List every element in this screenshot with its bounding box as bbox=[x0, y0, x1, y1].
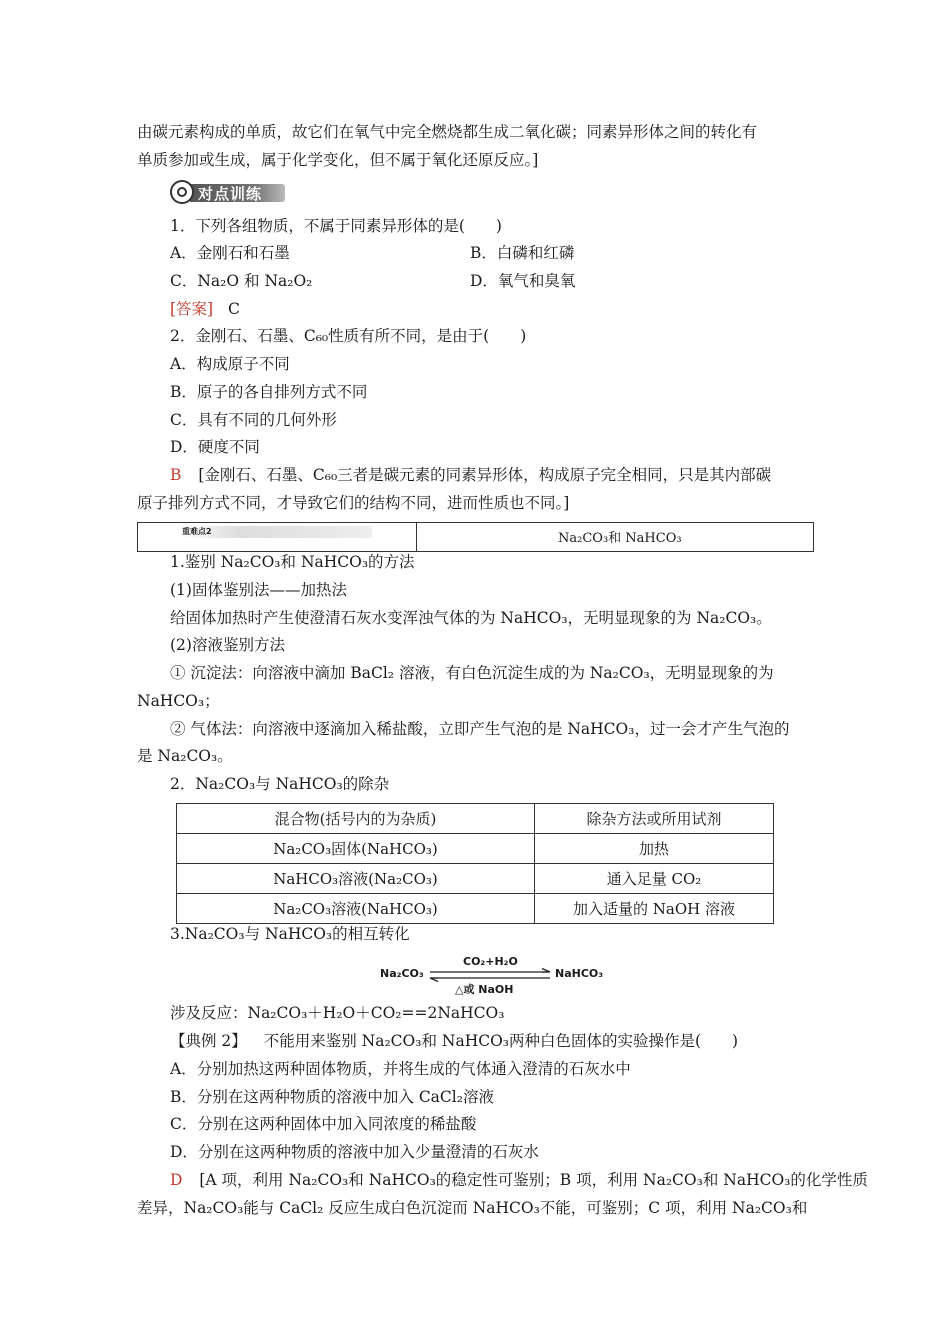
q2-explain-1 bbox=[170, 465, 771, 485]
header-divider bbox=[416, 523, 417, 551]
example2-explain-1 bbox=[170, 1170, 868, 1190]
example2-option-d: D．分别在这两种物质的溶液中加入少量澄清的石灰水 bbox=[170, 1143, 539, 1161]
q1-answer bbox=[170, 299, 240, 319]
example-stem-text: 不能用来鉴别 Na₂CO₃和 NaHCO₃两种白色固体的实验操作是( ) bbox=[263, 1032, 739, 1050]
method1-line-1: ① 沉淀法：向溶液中滴加 BaCl₂ 溶液，有白色沉淀生成的为 Na₂CO₃，无明显现象的为 bbox=[170, 664, 774, 682]
table-cell: NaHCO₃溶液(Na₂CO₃) bbox=[177, 864, 535, 894]
q1-option-b: B．白磷和红磷 bbox=[470, 244, 575, 262]
q2-option-a: A．构成原子不同 bbox=[170, 355, 290, 373]
table-header-cell: 除杂方法或所用试剂 bbox=[535, 804, 774, 834]
table-row bbox=[177, 864, 774, 894]
equation-bottom-condition: △或 NaOH bbox=[455, 983, 514, 996]
q1-option-c: C．Na₂O 和 Na₂O₂ bbox=[170, 272, 313, 290]
removal-table bbox=[176, 803, 774, 924]
badge-label: 对点训练 bbox=[198, 185, 263, 203]
example2-option-b: B．分别在这两种物质的溶液中加入 CaCl₂溶液 bbox=[170, 1088, 494, 1106]
s2-heading: 2．Na₂CO₃与 NaHCO₃的除杂 bbox=[170, 775, 390, 793]
s1a-heading: (1)固体鉴别法——加热法 bbox=[170, 581, 347, 599]
reversible-arrow-icon bbox=[428, 968, 553, 982]
target-icon bbox=[170, 180, 194, 204]
example2-option-a: A．分别加热这两种固体物质，并将生成的气体通入澄清的石灰水中 bbox=[170, 1060, 631, 1078]
q2-option-c: C．具有不同的几何外形 bbox=[170, 411, 337, 429]
section-badge bbox=[170, 180, 285, 206]
method1-line-2: NaHCO₃； bbox=[137, 692, 220, 710]
q2-option-d: D．硬度不同 bbox=[170, 438, 260, 456]
q2-explain-text-1: [金刚石、石墨、C₆₀三者是碳元素的同素异形体，构成原子完全相同，只是其内部碳 bbox=[198, 466, 772, 484]
answer-value: C bbox=[228, 300, 240, 318]
conversion-equation bbox=[380, 955, 610, 995]
key-point-badge: 重难点2 bbox=[182, 526, 372, 538]
example2-explain-2: 差异，Na₂CO₃能与 CaCl₂ 反应生成白色沉淀而 NaHCO₃不能，可鉴别；C 项，利用 Na₂CO₃和 bbox=[137, 1199, 808, 1217]
example2-option-c: C．分别在这两种固体中加入同浓度的稀盐酸 bbox=[170, 1115, 477, 1133]
example2-answer: D bbox=[170, 1171, 183, 1189]
table-cell: Na₂CO₃固体(NaHCO₃) bbox=[177, 834, 535, 864]
q1-option-a: A．金刚石和石墨 bbox=[170, 244, 290, 262]
q1-stem: 1．下列各组物质，不属于同素异形体的是( ) bbox=[170, 217, 502, 235]
s1-heading: 1.鉴别 Na₂CO₃和 NaHCO₃的方法 bbox=[170, 553, 415, 571]
intro-line-2: 单质参加或生成，属于化学变化，但不属于氧化还原反应。] bbox=[137, 151, 539, 169]
intro-line-1: 由碳元素构成的单质，故它们在氧气中完全燃烧都生成二氧化碳；同素异形体之间的转化有 bbox=[137, 123, 758, 141]
table-row bbox=[177, 834, 774, 864]
q2-answer: B bbox=[170, 466, 182, 484]
s1b-heading: (2)溶液鉴别方法 bbox=[170, 636, 285, 654]
key-point-header bbox=[137, 522, 814, 552]
q2-option-b: B．原子的各自排列方式不同 bbox=[170, 383, 368, 401]
equation-right: NaHCO₃ bbox=[555, 967, 604, 980]
table-cell: 加热 bbox=[535, 834, 774, 864]
q2-explain-2: 原子排列方式不同，才导致它们的结构不同，进而性质也不同。] bbox=[137, 494, 570, 512]
s1a-text: 给固体加热时产生使澄清石灰水变浑浊气体的为 NaHCO₃，无明显现象的为 Na₂CO₃。 bbox=[170, 609, 772, 627]
s3-heading: 3.Na₂CO₃与 NaHCO₃的相互转化 bbox=[170, 925, 410, 943]
example-label: 【典例 2】 bbox=[170, 1032, 247, 1050]
table-header-cell: 混合物(括号内的为杂质) bbox=[177, 804, 535, 834]
key-point-title: Na₂CO₃和 NaHCO₃ bbox=[558, 531, 682, 546]
table-cell: 通入足量 CO₂ bbox=[535, 864, 774, 894]
table-cell: 加入适量的 NaOH 溶液 bbox=[535, 894, 774, 924]
method2-line-1: ② 气体法：向溶液中逐滴加入稀盐酸，立即产生气泡的是 NaHCO₃，过一会才产生气泡的 bbox=[170, 720, 790, 738]
equation-left: Na₂CO₃ bbox=[380, 967, 424, 980]
example2-explain-text-1: [A 项，利用 Na₂CO₃和 NaHCO₃的稳定性可鉴别；B 项，利用 Na₂CO₃和 NaHCO₃的化学性质 bbox=[199, 1171, 868, 1189]
q2-stem: 2．金刚石、石墨、C₆₀性质有所不同，是由于( ) bbox=[170, 327, 527, 345]
reaction-line: 涉及反应：Na₂CO₃＋H₂O＋CO₂==2NaHCO₃ bbox=[170, 1004, 505, 1022]
table-header-row bbox=[177, 804, 774, 834]
table-row bbox=[177, 894, 774, 924]
method2-line-2: 是 Na₂CO₃。 bbox=[137, 747, 233, 765]
table-cell: Na₂CO₃溶液(NaHCO₃) bbox=[177, 894, 535, 924]
q1-option-d: D．氧气和臭氧 bbox=[470, 272, 576, 290]
equation-top-condition: CO₂+H₂O bbox=[463, 955, 518, 968]
example2-stem bbox=[170, 1031, 738, 1051]
answer-label: [答案] bbox=[170, 300, 214, 318]
